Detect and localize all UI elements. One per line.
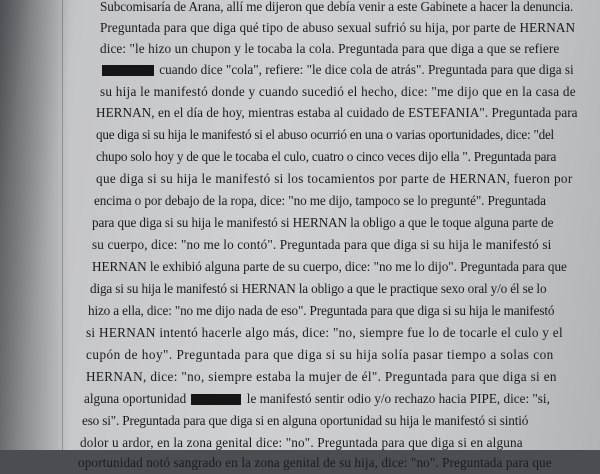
text-line: encima o por debajo de la ropa, dice: "no me dijo, tampoco se lo pregunté". Preguntada — [94, 193, 546, 208]
text-line: que diga si su hija le manifestó si los tocamientos por parte de HERNAN, fueron por — [96, 171, 573, 186]
text-line: HERNAN, en el día de hoy, mientras estaba al cuidado de ESTEFANIA". Preguntada para — [96, 105, 578, 120]
text-line: cupón de hoy". Preguntada para que diga si su hija solía pasar tiempo a solas con — [86, 347, 554, 362]
text-line: Preguntada para que diga qué tipo de abuso sexual sufrió su hija, por parte de HERNAN — [100, 20, 576, 35]
text-line — [84, 388, 550, 410]
text-line-segment: le manifestó sentir odio y/o rechazo hacia PIPE, dice: "si, — [246, 391, 550, 406]
redaction-bar — [191, 394, 241, 405]
text-line: su cuerpo, dice: "no me lo contó". Preguntada para que diga si su hija le manifestó si — [92, 237, 552, 252]
text-line: eso si". Preguntada para que diga si en alguna oportunidad su hija le manifestó si sintió — [82, 413, 529, 428]
margin-rule — [62, 0, 63, 450]
text-line-segment: alguna oportunidad — [84, 391, 187, 406]
text-line: que diga si su hija le manifestó si el abuso ocurrió en una o varias oportunidades, dice: "del — [96, 127, 554, 142]
text-line: su hija le manifestó donde y cuando sucedió el hecho, dice: "me dijo que en la casa de — [100, 84, 576, 99]
text-line — [100, 59, 574, 81]
text-line: dolor u ardor, en la zona genital dice: "no". Preguntada para que diga si en alguna — [80, 435, 523, 450]
page-shadow — [0, 0, 70, 450]
text-line: HERNAN le exhibió alguna parte de su cuerpo, dice: "no me lo dijo". Preguntada para que — [92, 259, 567, 274]
text-line-segment: cuando dice "cola", refiere: "le dice cola de atrás". Preguntada para que diga si — [159, 62, 574, 77]
text-line: Subcomisaría de Arana, allí me dijeron que debía venir a este Gabinete a hacer la denuncia. — [100, 0, 574, 14]
text-line: chupo solo hoy y de que le tocaba el culo, cuatro o cinco veces dijo ella ". Preguntada para — [96, 149, 557, 164]
text-line: oportunidad notó sangrado en la zona genital de su hija, dice: "no". Preguntada para que — [78, 455, 552, 470]
text-line: para que diga si su hija le manifestó si HERNAN la obligo a que le toque alguna parte de — [92, 215, 554, 230]
text-line: dice: "le hizo un chupon y le tocaba la cola. Preguntada para que diga a que se refiere — [100, 41, 560, 56]
text-line: diga si su hija le manifestó si HERNAN la obligo a que le practique sexo oral y/o él se lo — [90, 281, 547, 296]
redaction-bar — [102, 65, 154, 76]
text-line: hizo a ella, dice: "no me dijo nada de eso". Preguntada para que diga si su hija le manifestó — [88, 303, 555, 318]
text-line: HERNAN, dice: "no, siempre estaba la mujer de él". Preguntada para que diga si en — [86, 369, 557, 384]
text-line: si HERNAN intentó hacerle algo más, dice: "no, siempre fue lo de tocarle el culo y el — [86, 325, 563, 340]
